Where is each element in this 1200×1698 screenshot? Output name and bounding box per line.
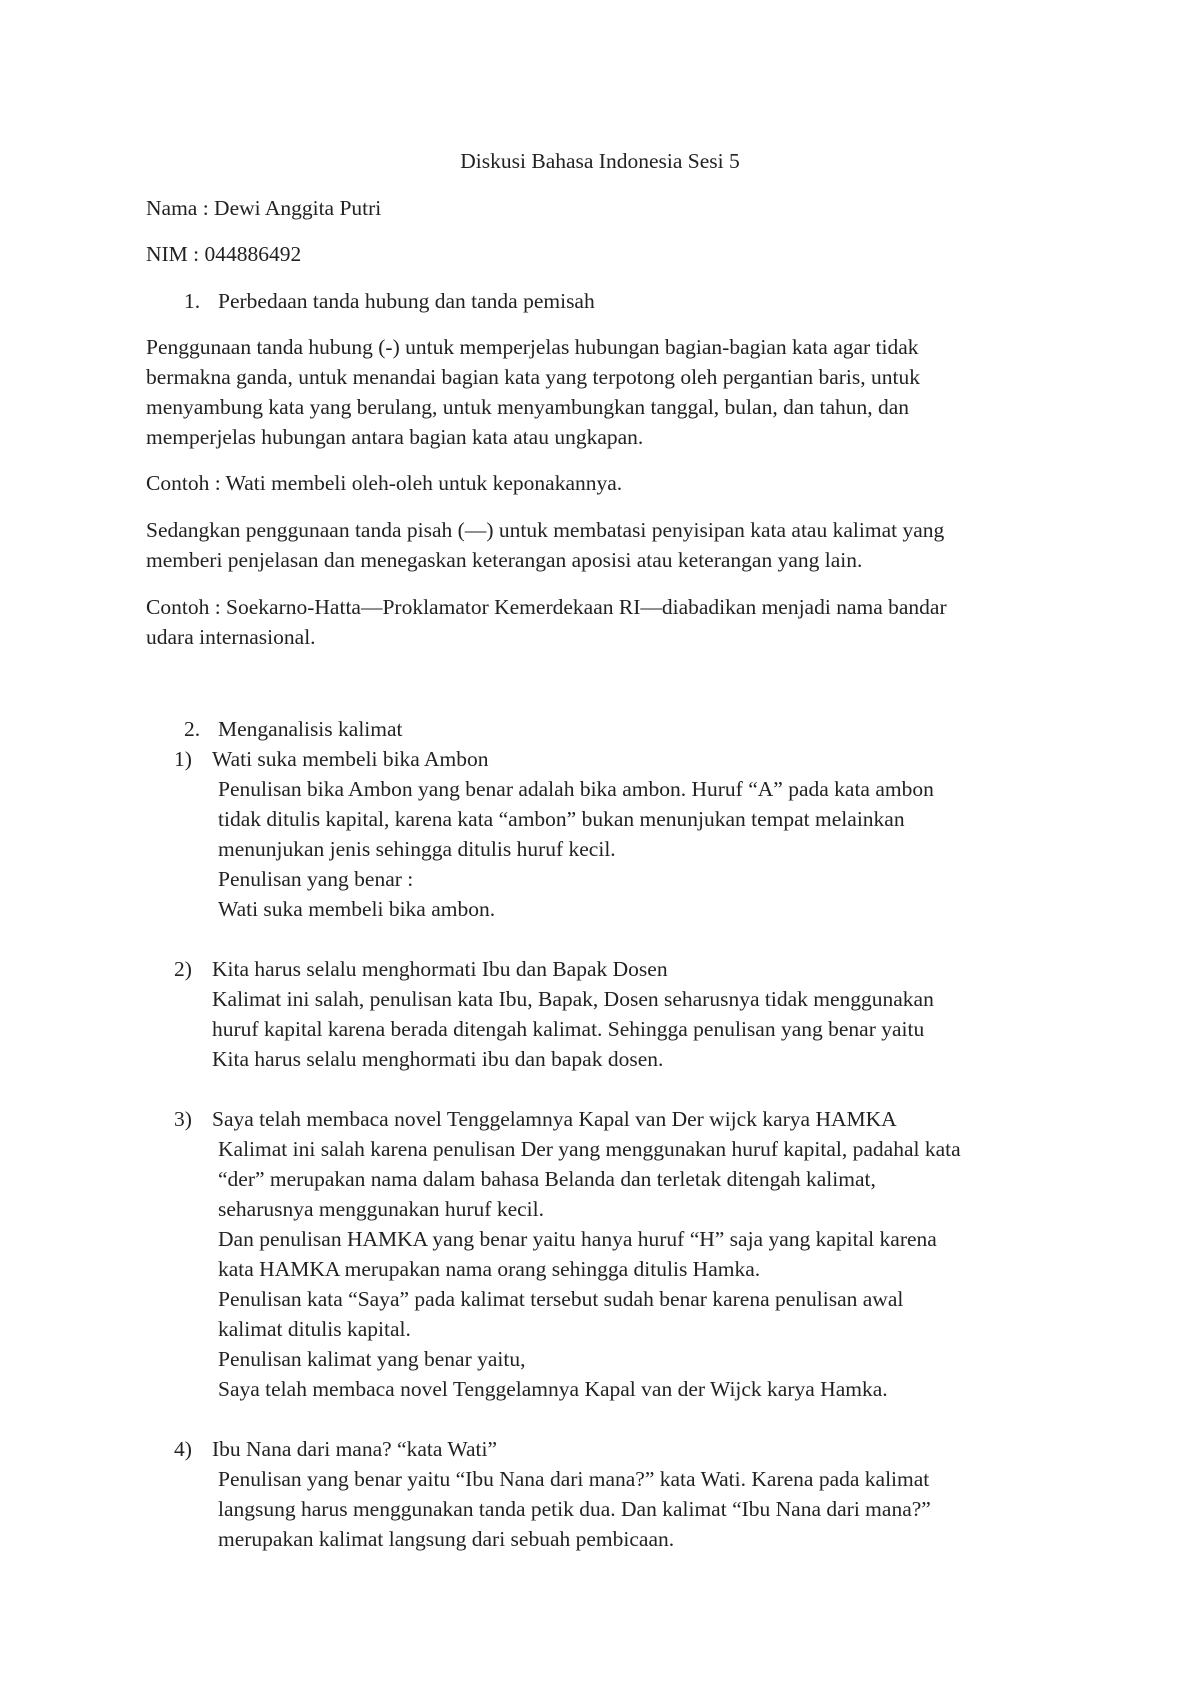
paragraph-line: menyambung kata yang berulang, untuk menyambungkan tanggal, bulan, dan tahun, dan xyxy=(146,395,910,419)
paragraph-line: bermakna ganda, untuk menandai bagian kata yang terpotong oleh pergantian baris, untuk xyxy=(146,365,920,389)
item-line: Kalimat ini salah, penulisan kata Ibu, Bapak, Dosen seharusnya tidak menggunakan xyxy=(212,987,934,1011)
item-1-number: 1) xyxy=(174,747,192,771)
item-3-sentence: Saya telah membaca novel Tenggelamnya Kapal van Der wijck karya HAMKA xyxy=(212,1107,897,1131)
item-line: “der” merupakan nama dalam bahasa Belanda dan terletak ditengah kalimat, xyxy=(218,1167,876,1191)
item-line: Penulisan bika Ambon yang benar adalah bika ambon. Huruf “A” pada kata ambon xyxy=(218,777,934,801)
item-line: Kita harus selalu menghormati ibu dan bapak dosen. xyxy=(212,1047,664,1071)
item-line: seharusnya menggunakan huruf kecil. xyxy=(218,1197,544,1221)
paragraph-line: Sedangkan penggunaan tanda pisah (—) untuk membatasi penyisipan kata atau kalimat yang xyxy=(146,518,945,542)
item-line: kalimat ditulis kapital. xyxy=(218,1317,411,1341)
item-2-number: 2) xyxy=(174,957,192,981)
section-2-heading: Menganalisis kalimat xyxy=(218,717,403,741)
example-line: udara internasional. xyxy=(146,625,316,649)
document-title: Diskusi Bahasa Indonesia Sesi 5 xyxy=(460,149,740,173)
item-line: menunjukan jenis sehingga ditulis huruf kecil. xyxy=(218,837,616,861)
item-4-sentence: Ibu Nana dari mana? “kata Wati” xyxy=(212,1437,497,1461)
paragraph-line: memperjelas hubungan antara bagian kata atau ungkapan. xyxy=(146,425,644,449)
item-line: Dan penulisan HAMKA yang benar yaitu hanya huruf “H” saja yang kapital karena xyxy=(218,1227,937,1251)
paragraph-line: memberi penjelasan dan menegaskan keterangan aposisi atau keterangan yang lain. xyxy=(146,548,863,572)
item-line: merupakan kalimat langsung dari sebuah pembicaan. xyxy=(218,1527,675,1551)
item-2-sentence: Kita harus selalu menghormati Ibu dan Bapak Dosen xyxy=(212,957,668,981)
item-line: langsung harus menggunakan tanda petik dua. Dan kalimat “Ibu Nana dari mana?” xyxy=(218,1497,931,1521)
section-1-heading: Perbedaan tanda hubung dan tanda pemisah xyxy=(218,289,595,313)
item-line: Penulisan kata “Saya” pada kalimat tersebut sudah benar karena penulisan awal xyxy=(218,1287,904,1311)
item-line: tidak ditulis kapital, karena kata “ambon” bukan menunjukan tempat melainkan xyxy=(218,807,905,831)
student-name: Nama : Dewi Anggita Putri xyxy=(146,196,382,220)
example-line: Contoh : Wati membeli oleh-oleh untuk keponakannya. xyxy=(146,471,623,495)
student-nim: NIM : 044886492 xyxy=(146,242,302,266)
example-line: Contoh : Soekarno-Hatta—Proklamator Kemerdekaan RI—diabadikan menjadi nama bandar xyxy=(146,595,947,619)
item-line: Kalimat ini salah karena penulisan Der yang menggunakan huruf kapital, padahal kata xyxy=(218,1137,961,1161)
item-line: huruf kapital karena berada ditengah kalimat. Sehingga penulisan yang benar yaitu xyxy=(212,1017,925,1041)
item-3-number: 3) xyxy=(174,1107,192,1131)
item-1-sentence: Wati suka membeli bika Ambon xyxy=(212,747,489,771)
item-4-number: 4) xyxy=(174,1437,192,1461)
section-1-number: 1. xyxy=(184,289,201,313)
paragraph-line: Penggunaan tanda hubung (-) untuk memperjelas hubungan bagian-bagian kata agar tidak xyxy=(146,335,919,359)
item-line: Saya telah membaca novel Tenggelamnya Kapal van der Wijck karya Hamka. xyxy=(218,1377,888,1401)
item-line: Wati suka membeli bika ambon. xyxy=(218,897,496,921)
item-line: Penulisan yang benar yaitu “Ibu Nana dari mana?” kata Wati. Karena pada kalimat xyxy=(218,1467,930,1491)
item-line: Penulisan yang benar : xyxy=(218,867,414,891)
section-2-number: 2. xyxy=(184,717,201,741)
item-line: kata HAMKA merupakan nama orang sehingga ditulis Hamka. xyxy=(218,1257,761,1281)
item-line: Penulisan kalimat yang benar yaitu, xyxy=(218,1347,526,1371)
